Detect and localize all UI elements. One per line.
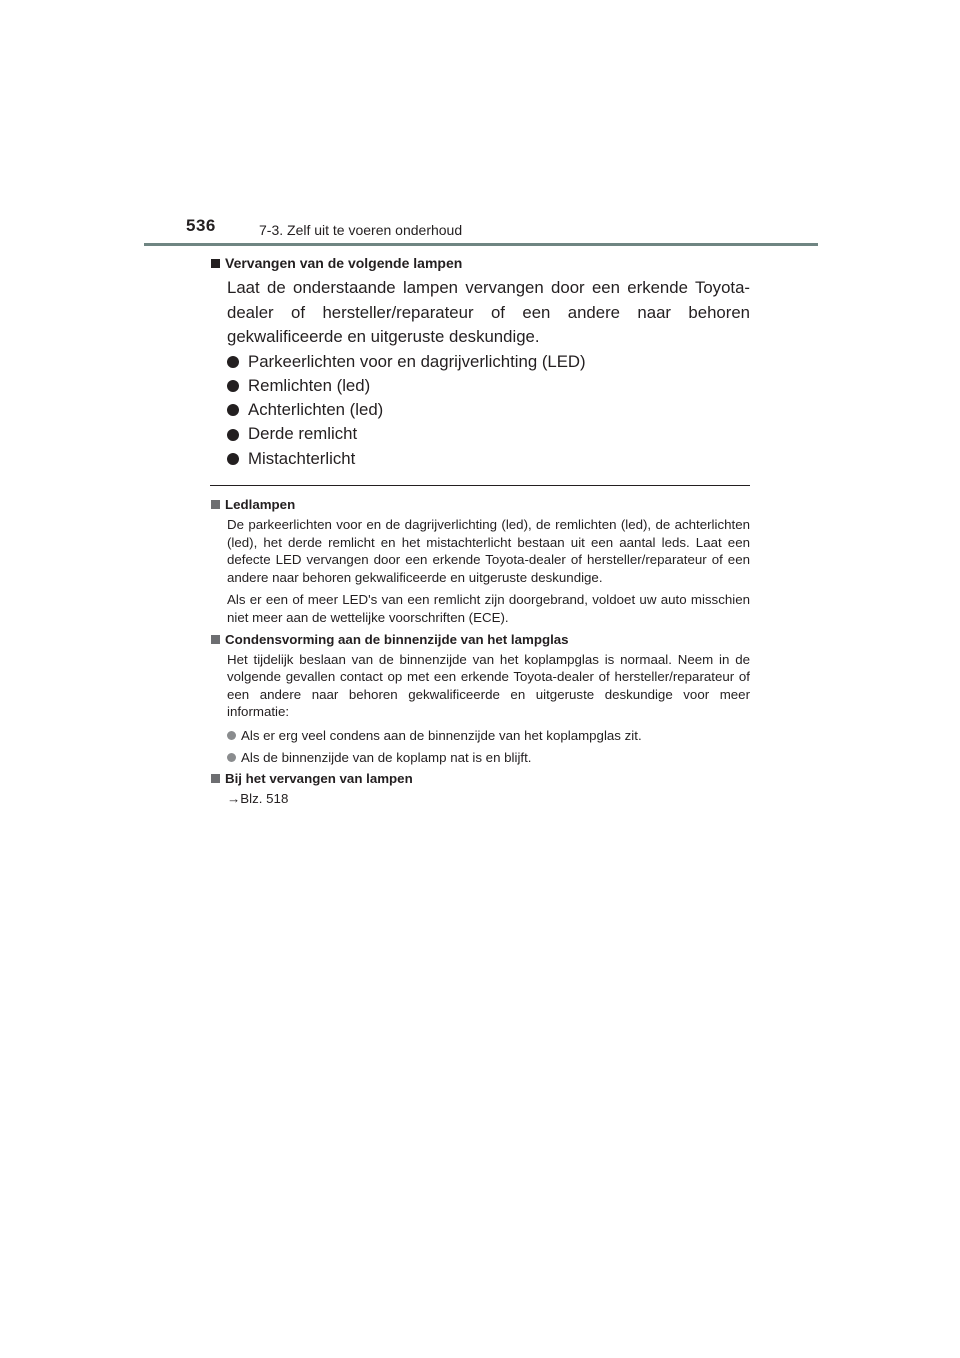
list-item-text: Remlichten (led): [248, 375, 371, 395]
list-item: [227, 725, 750, 747]
page-content: [210, 254, 750, 808]
square-bullet-icon: [211, 259, 220, 268]
bullet-icon: [227, 429, 239, 441]
bullet-icon: [227, 731, 236, 740]
list-item-text: Achterlichten (led): [248, 400, 384, 420]
square-bullet-icon: [211, 635, 220, 644]
square-bullet-icon: [211, 500, 220, 509]
bullet-icon: [227, 753, 236, 762]
section-divider: [210, 485, 750, 486]
list-item-text: Parkeerlichten voor en dagrijverlichting (LED): [248, 351, 586, 371]
list-item: [227, 374, 750, 398]
bullet-icon: [227, 404, 239, 416]
square-bullet-icon: [211, 774, 220, 783]
page-number: 536: [186, 216, 216, 235]
list-item-text: Als er erg veel condens aan de binnenzijde van het koplampglas zit.: [241, 727, 642, 743]
replace-heading-text: Vervangen van de volgende lampen: [225, 255, 463, 271]
replace-paragraph: Laat de onderstaande lampen vervangen door een erkende Toyota-dealer of hersteller/reparateur of een andere naar behoren gekwalificeerde en uitgeruste deskundige.: [227, 278, 750, 346]
list-item: [227, 398, 750, 422]
list-item: [227, 422, 750, 446]
page-reference-text[interactable]: Blz. 518: [240, 790, 289, 806]
replacing-heading-text: Bij het vervangen van lampen: [225, 770, 413, 786]
condens-paragraph: Het tijdelijk beslaan van de binnenzijde van het koplampglas is normaal. Neem in de volgende gevallen contact op met een erkende Toyota-dealer of hersteller/reparateur of een andere naar behoren gekwalificeerde en uitgeruste deskundige voor meer informatie:: [227, 651, 750, 720]
page-reference[interactable]: [227, 790, 750, 808]
list-item: [227, 747, 750, 769]
bullet-icon: [227, 453, 239, 465]
header-rule: [144, 243, 818, 246]
bullet-icon: [227, 380, 239, 392]
bullet-icon: [227, 356, 239, 368]
section-title: 7-3. Zelf uit te voeren onderhoud: [259, 222, 463, 238]
led-paragraph-1: De parkeerlichten voor en de dagrijverlichting (led), de remlichten (led), de achterlichten (led), het derde remlicht en het mistachterlicht bestaan uit een aantal leds. Laat een defecte LED vervangen door een erkende Toyota-dealer of hersteller/reparateur of een andere naar behoren gekwalificeerde en uitgeruste deskundige.: [227, 516, 750, 585]
list-item-text: Mistachterlicht: [248, 448, 356, 468]
list-item-text: Derde remlicht: [248, 424, 358, 444]
led-heading: [210, 496, 750, 514]
led-paragraph-2: Als er een of meer LED's van een remlicht zijn doorgebrand, voldoet uw auto misschien niet meer aan de wettelijke voorschriften (ECE).: [227, 592, 750, 625]
condens-heading: [210, 631, 750, 649]
list-item: [227, 350, 750, 374]
list-item: [227, 447, 750, 471]
led-heading-text: Ledlampen: [225, 496, 296, 512]
lamp-list: [227, 350, 750, 471]
replacing-heading: [210, 770, 750, 788]
condens-list: [227, 725, 750, 769]
condens-heading-text: Condensvorming aan de binnenzijde van het lampglas: [225, 631, 569, 647]
replace-heading: [210, 254, 750, 273]
arrow-right-icon: →: [227, 790, 241, 806]
list-item-text: Als de binnenzijde van de koplamp nat is en blijft.: [241, 749, 532, 765]
